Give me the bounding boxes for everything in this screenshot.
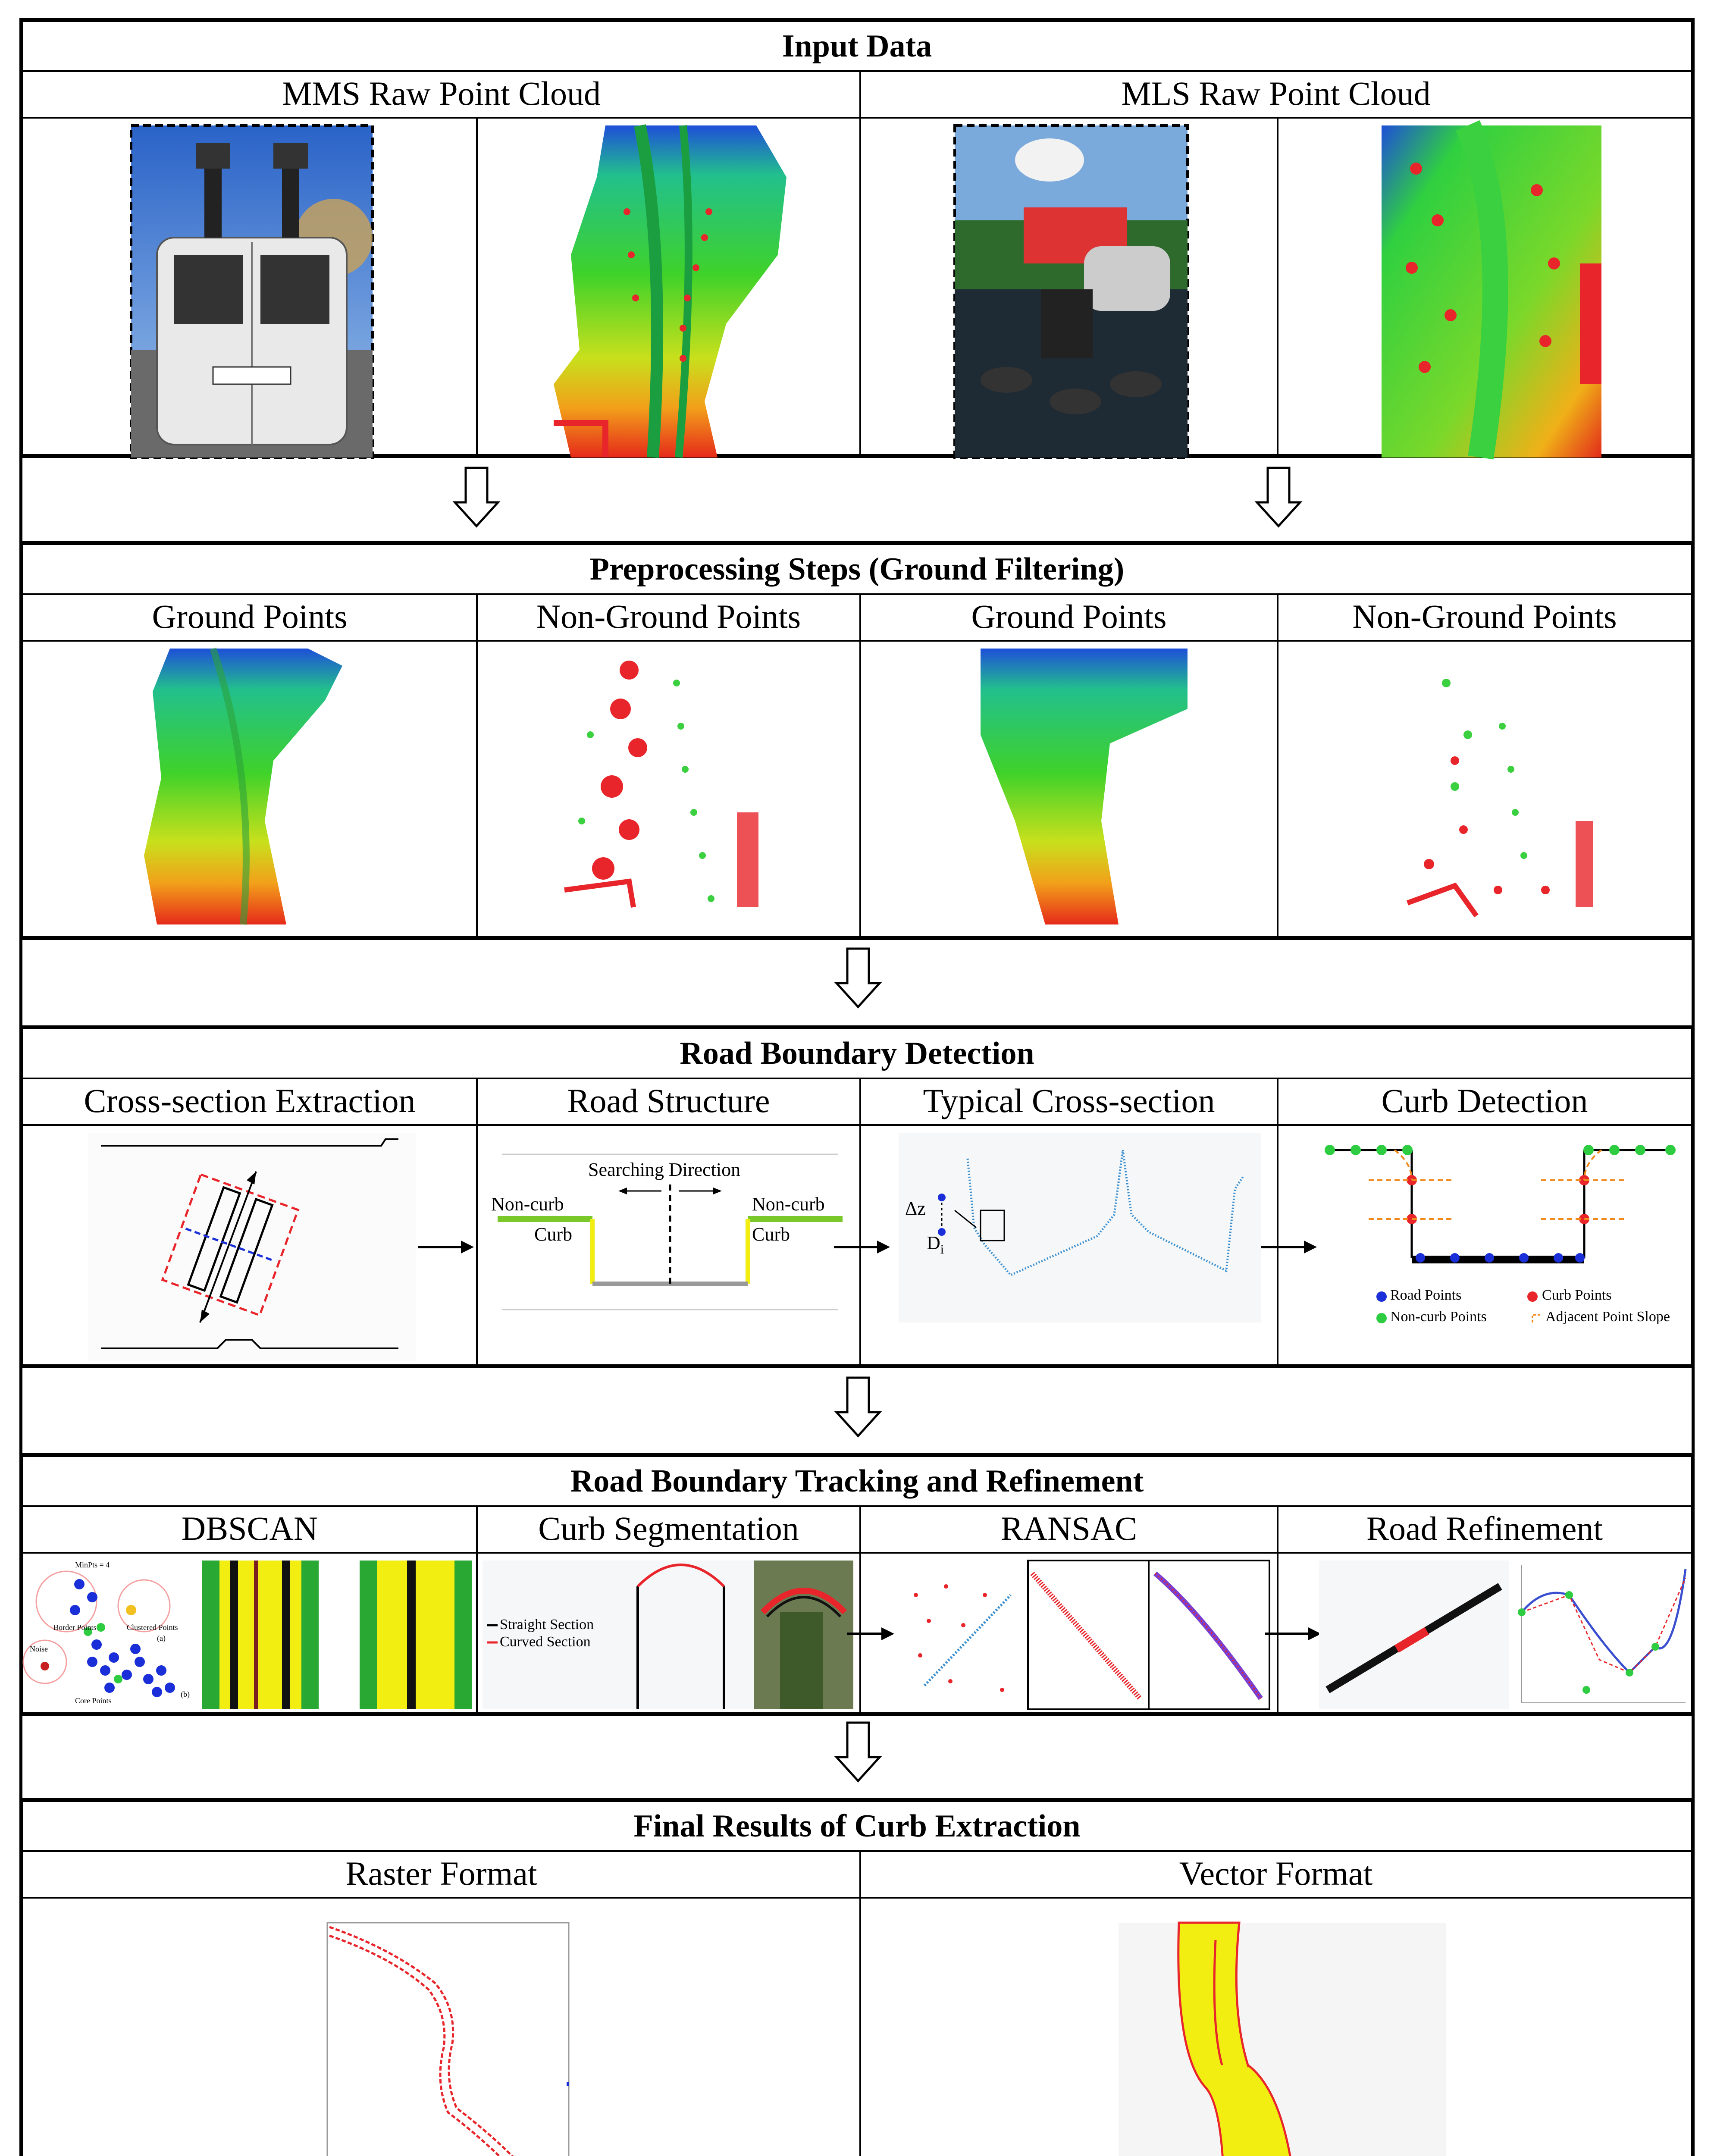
road-refinement-diagram — [1319, 1561, 1688, 1709]
non-curb-label-left: Non-curb — [491, 1194, 564, 1215]
dbscan-label: DBSCAN — [23, 1505, 476, 1554]
road-boundary-detection-section — [19, 1025, 1695, 1368]
non-ground-points-label-1: Non-Ground Points — [476, 593, 859, 642]
mls-raw-point-cloud-label: MLS Raw Point Cloud — [859, 70, 1691, 119]
dbscan-core-label: Core Points — [75, 1696, 112, 1705]
dbscan-border-label: Border Points — [53, 1623, 97, 1632]
typical-cross-section-label: Typical Cross-section — [859, 1078, 1277, 1126]
right-arrow-icon — [1261, 1241, 1317, 1253]
vector-format-label: Vector Format — [859, 1850, 1691, 1899]
curb-label-left: Curb — [534, 1224, 572, 1245]
ground-points-image-1 — [144, 649, 342, 924]
delta-z-label: Δz — [905, 1198, 926, 1219]
down-arrow-icon — [453, 468, 500, 528]
down-arrow-icon — [834, 949, 882, 1009]
curb-label-right: Curb — [752, 1224, 790, 1245]
non-curb-label-right: Non-curb — [752, 1194, 825, 1215]
legend-road-points: Road Points — [1390, 1287, 1462, 1303]
curb-detection-diagram — [1317, 1133, 1688, 1361]
preprocessing-title: Preprocessing Steps (Ground Filtering) — [23, 545, 1691, 595]
right-arrow-icon — [834, 1241, 890, 1253]
dbscan-noise-label: Noise — [30, 1645, 48, 1653]
input-data-section — [19, 18, 1695, 458]
tracking-refinement-title: Road Boundary Tracking and Refinement — [23, 1457, 1691, 1507]
ground-points-image-2 — [981, 649, 1188, 924]
mms-raw-point-cloud-image — [554, 125, 795, 458]
non-ground-points-image-1 — [564, 649, 771, 924]
curb-segmentation-diagram — [483, 1561, 853, 1709]
curb-segmentation-label: Curb Segmentation — [476, 1505, 859, 1554]
cross-section-extraction-diagram — [88, 1133, 416, 1361]
down-arrow-icon — [834, 1723, 882, 1783]
preprocessing-section — [19, 541, 1695, 940]
raster-format-label: Raster Format — [23, 1850, 859, 1899]
ransac-label: RANSAC — [859, 1505, 1277, 1554]
dbscan-curb-clusters-image-2 — [360, 1561, 472, 1709]
ground-points-label-2: Ground Points — [859, 593, 1277, 642]
cross-section-extraction-label: Cross-section Extraction — [23, 1078, 476, 1126]
input-data-title: Input Data — [23, 22, 1691, 72]
dbscan-minpts-label: MinPts = 4 — [75, 1561, 110, 1569]
vector-format-image — [1119, 1923, 1446, 2156]
road-structure-label: Road Structure — [476, 1078, 859, 1126]
curved-section-label: Curved Section — [500, 1634, 591, 1650]
right-arrow-icon — [1265, 1627, 1321, 1640]
final-results-title: Final Results of Curb Extraction — [23, 1802, 1691, 1852]
mms-van-photo — [131, 125, 373, 458]
non-ground-points-image-2 — [1403, 649, 1610, 924]
legend-curb-points: Curb Points — [1542, 1287, 1612, 1303]
raster-format-image — [327, 1923, 569, 2156]
road-refinement-label: Road Refinement — [1277, 1505, 1691, 1554]
dbscan-diagram — [28, 1558, 196, 1709]
dbscan-b-label: (b) — [181, 1690, 190, 1698]
ground-points-label-1: Ground Points — [23, 593, 476, 642]
straight-section-label: Straight Section — [500, 1617, 594, 1633]
tracking-refinement-section — [19, 1453, 1695, 1716]
right-arrow-icon — [847, 1627, 894, 1640]
dbscan-a-label: (a) — [157, 1634, 166, 1642]
legend-adjacent-point-slope: Adjacent Point Slope — [1545, 1309, 1670, 1325]
dbscan-clustered-label: Clustered Points — [127, 1623, 178, 1632]
di-label: $D_i$ — [927, 1232, 944, 1257]
mls-scanner-photo — [955, 125, 1188, 458]
road-boundary-detection-title: Road Boundary Detection — [23, 1029, 1691, 1079]
curb-detection-label: Curb Detection — [1277, 1078, 1691, 1126]
down-arrow-icon — [1255, 468, 1302, 528]
right-arrow-icon — [418, 1241, 474, 1253]
mls-raw-point-cloud-image — [1373, 125, 1614, 458]
ransac-diagram — [899, 1561, 1269, 1709]
down-arrow-icon — [834, 1378, 882, 1438]
mms-raw-point-cloud-label: MMS Raw Point Cloud — [23, 70, 859, 119]
legend-non-curb-points: Non-curb Points — [1390, 1309, 1487, 1325]
dbscan-curb-clusters-image-1 — [202, 1561, 319, 1709]
non-ground-points-label-2: Non-Ground Points — [1277, 593, 1691, 642]
typical-cross-section-diagram — [899, 1133, 1261, 1322]
road-structure-diagram — [489, 1146, 851, 1318]
searching-direction-label: Searching Direction — [588, 1159, 741, 1180]
final-results-section — [19, 1798, 1695, 2156]
